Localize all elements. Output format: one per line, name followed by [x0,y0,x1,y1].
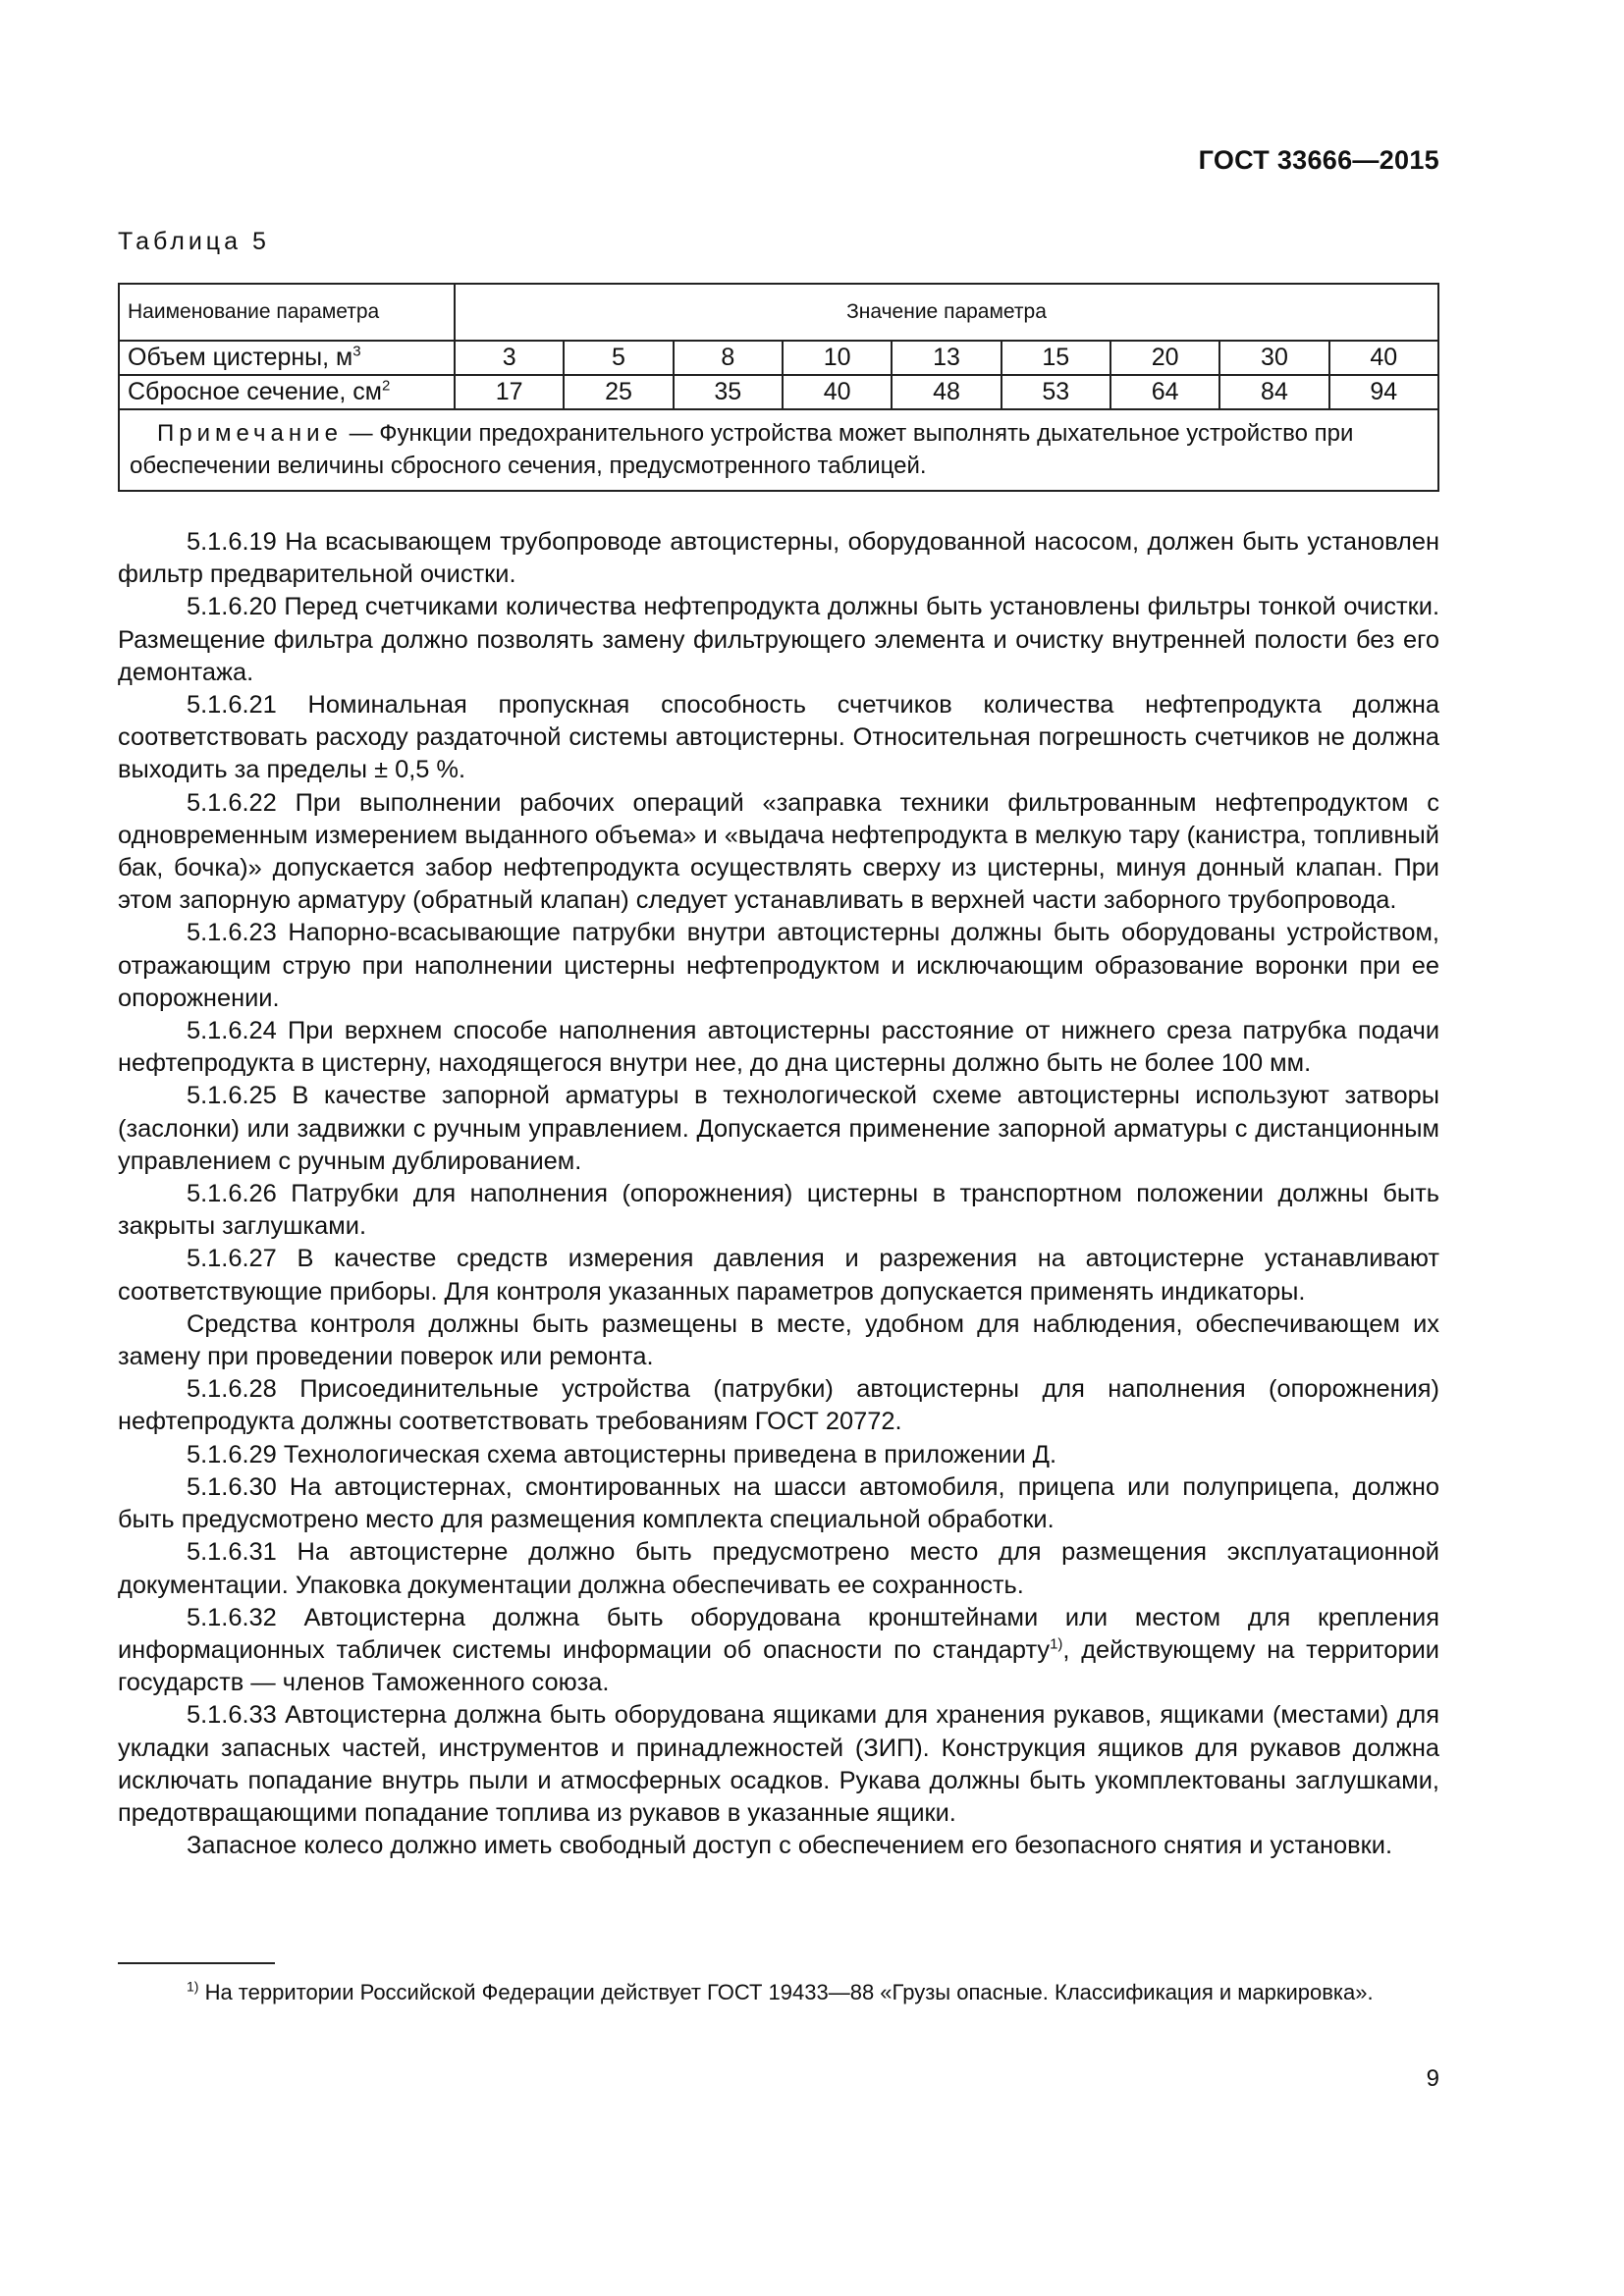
note-text: — Функции предохранительного устройства может выполнять дыхательное устройство при обеспечении величины сбросного сечения, предусмотренного таблицей. [130,420,1354,479]
paragraph: Средства контроля должны быть размещены в месте, удобном для наблюдения, обеспечивающем их замену при проведении поверок или ремонта. [118,1309,1439,1371]
header-parameter-name: Наименование параметра [119,284,455,341]
paragraph: 5.1.6.26 Патрубки для наполнения (опорожнения) цистерны в транспортном положении должны быть закрыты заглушками. [118,1180,1439,1241]
paragraph: 5.1.6.22 При выполнении рабочих операций «заправка техники фильтрованным нефтепродуктом с одновременным измерением выданного объема» и «выдача нефтепродукта в мелкую тару (канистра, топливный бак, бочка)» допускается забор нефтепродукта осуществлять сверху из цистерны, минуя донный клапан. При этом запорную арматуру (обратный клапан) следует устанавливать в верхней части заборного трубопровода. [118,788,1439,915]
table-cell: 15 [1001,341,1110,375]
table-cell: 25 [564,375,673,409]
table-cell: 94 [1329,375,1438,409]
table-header-row [119,284,1438,341]
table-cell: 3 [455,341,564,375]
page-number: 9 [1426,2065,1439,2092]
row-label [119,375,455,409]
paragraph: 5.1.6.27 В качестве средств измерения давления и разрежения на автоцистерне устанавливают соответствующие приборы. Для контроля указанных параметров допускается применять индикаторы. [118,1245,1439,1306]
unit-superscript: 2 [382,377,391,395]
paragraph: 5.1.6.31 На автоцистерне должно быть предусмотрено место для размещения эксплуатационной документации. Упаковка документации должна обеспечивать ее сохранность. [118,1538,1439,1599]
table-cell: 5 [564,341,673,375]
table-row [119,341,1438,375]
table-cell: 17 [455,375,564,409]
table-cell: 40 [783,375,892,409]
row-label-text: Объем цистерны, м [128,344,353,371]
paragraph: 5.1.6.23 Напорно-всасывающие патрубки внутри автоцистерны должны быть оборудованы устройством, отражающим струю при наполнении цистерны нефтепродуктом и исключающим образование воронки при ее опорожнении. [118,919,1439,1012]
table-cell: 13 [892,341,1001,375]
table-cell: 30 [1219,341,1328,375]
table-cell: 84 [1219,375,1328,409]
row-label [119,341,455,375]
paragraph: 5.1.6.30 На автоцистернах, смонтированных на шасси автомобиля, прицепа или полуприцепа, должно быть предусмотрено место для размещения комплекта специальной обработки. [118,1472,1439,1534]
paragraph-text: , действующему на территории государств — членов Таможенного союза. [118,1635,1439,1697]
table-cell: 10 [783,341,892,375]
paragraph: 5.1.6.25 В качестве запорной арматуры в технологической схеме автоцистерны используют затворы (заслонки) или задвижки с ручным управлением. Допускается применение запорной арматуры с дистанционным управлением с ручным дублированием. [118,1082,1439,1175]
paragraph: 5.1.6.33 Автоцистерна должна быть оборудована ящиками для хранения рукавов, ящиками (местами) для укладки запасных частей, инструментов и принадлежностей (ЗИП). Конструкция ящиков для рукавов должна исключать попадание внутрь пыли и атмосферных осадков. Рукава должны быть укомплектованы заглушками, предотвращающими попадание топлива из рукавов в указанные ящики. [118,1701,1439,1827]
table-cell: 64 [1110,375,1219,409]
paragraph: Запасное колесо должно иметь свободный доступ с обеспечением его безопасного снятия и установки. [187,1832,1392,1860]
parameters-table [118,283,1439,492]
footnote-text: На территории Российской Федерации действует ГОСТ 19433—88 «Грузы опасные. Классификация и маркировка». [198,1980,1374,2004]
table-note-row [119,409,1438,491]
table-caption: Таблица 5 [118,228,270,255]
standard-code: ГОСТ 33666—2015 [1198,145,1439,175]
table-cell: 35 [674,375,783,409]
table-cell: 8 [674,341,783,375]
paragraph: 5.1.6.20 Перед счетчиками количества нефтепродукта должны быть установлены фильтры тонкой очистки. Размещение фильтра должно позволять замену фильтрующего элемента и очистку внутренней полости без его демонтажа. [118,593,1439,686]
table-note [119,409,1438,491]
paragraph-with-footnote [118,1602,1439,1700]
header-parameter-value: Значение параметра [455,284,1438,341]
footnote-mark: 1) [187,1978,199,1995]
footnote-divider [118,1962,275,1964]
unit-superscript: 3 [352,343,361,360]
footnote-reference[interactable]: 1) [1050,1635,1063,1653]
paragraph: 5.1.6.19 На всасывающем трубопроводе автоцистерны, оборудованной насосом, должен быть установлен фильтр предварительной очистки. [118,528,1439,589]
note-label: Примечание [157,420,343,447]
paragraph: 5.1.6.21 Номинальная пропускная способность счетчиков количества нефтепродукта должна соответствовать расходу раздаточной системы автоцистерны. Относительная погрешность счетчиков не должна выходить за пределы ± 0,5 %. [118,691,1439,784]
row-label-text: Сбросное сечение, см [128,378,382,405]
paragraph: 5.1.6.24 При верхнем способе наполнения автоцистерны расстояние от нижнего среза патрубка подачи нефтепродукта в цистерну, находящегося внутри нее, до дна цистерны должно быть не более 100 мм. [118,1017,1439,1078]
paragraph-text: 5.1.6.32 Автоцистерна должна быть оборудована кронштейнами или местом для крепления информационных табличек системы информации об опасности по стандарту [118,1603,1439,1664]
body-text [118,526,1439,1862]
paragraph: 5.1.6.28 Присоединительные устройства (патрубки) автоцистерны для наполнения (опорожнения) нефтепродукта должны соответствовать требованиям ГОСТ 20772. [118,1375,1439,1436]
footnote [118,1977,1439,2008]
table-row [119,375,1438,409]
table-cell: 20 [1110,341,1219,375]
paragraph: 5.1.6.29 Технологическая схема автоцистерны приведена в приложении Д. [187,1440,1057,1468]
table-cell: 53 [1001,375,1110,409]
table-cell: 40 [1329,341,1438,375]
table-cell: 48 [892,375,1001,409]
